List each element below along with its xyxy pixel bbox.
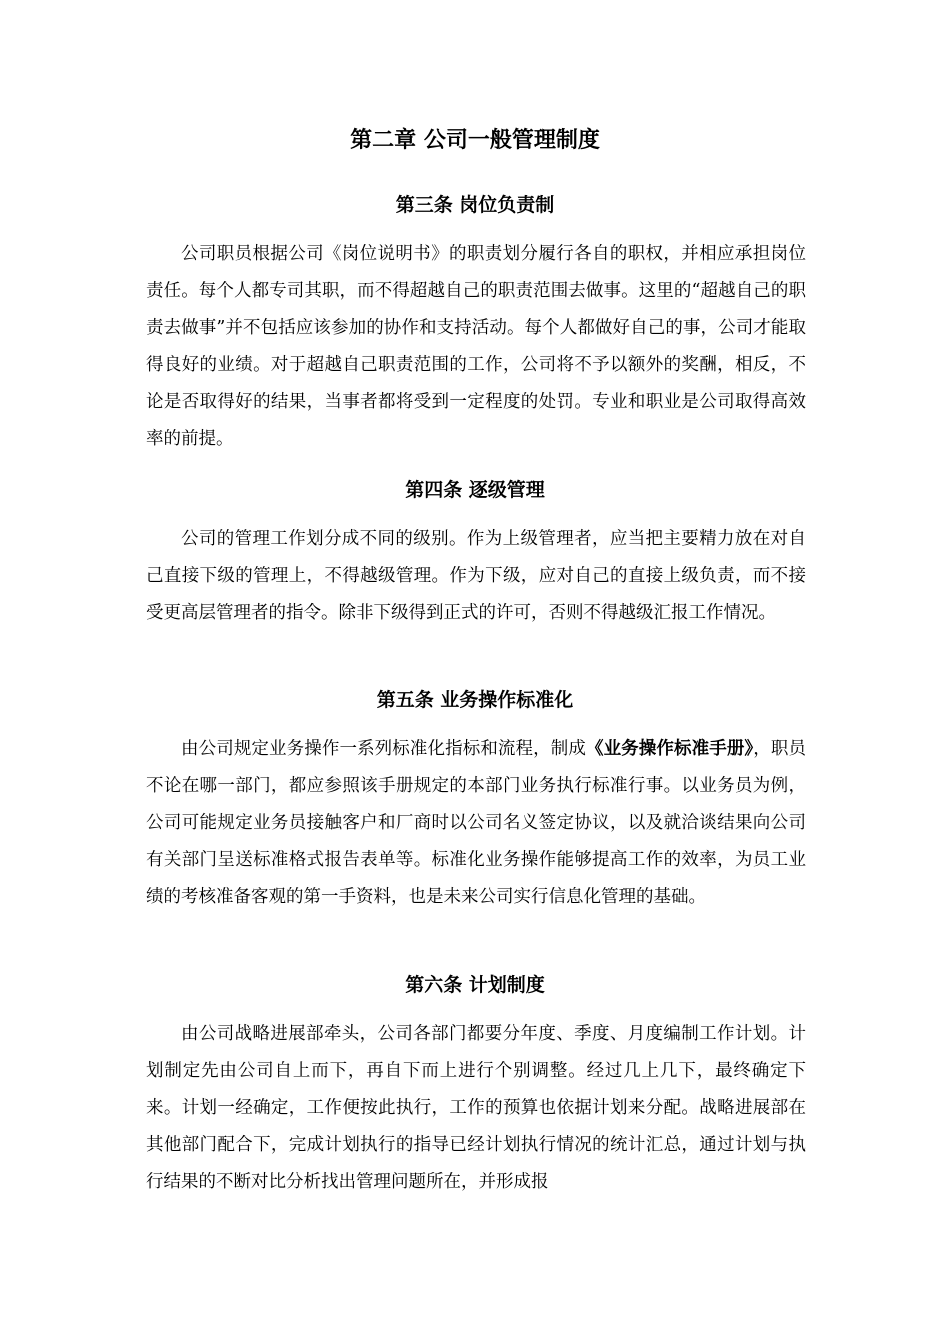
paragraph-article-5-text-after: ，职员不论在哪一部门，都应参照该手册规定的本部门业务执行标准行事。以业务员为例，公司可能规定业务员接触客户和厂商时以公司名义签定协议，以及就洽谈结果向公司有关部门呈送标准格式报告表单等。标准化业务操作能够提高工作的效率，为员工业绩的考核准备客观的第一手资料，也是未来公司实行信息化管理的基础。 <box>146 739 807 907</box>
paragraph-article-6: 由公司战略进展部牵头，公司各部门都要分年度、季度、月度编制工作计划。计划制定先由公司自上而下，再自下而上进行个别调整。经过几上几下，最终确定下来。计划一经确定，工作便按此执行，工作的预算也依据计划来分配。战略进展部在其他部门配合下，完成计划执行的指导已经计划执行情况的统计汇总，通过计划与执行结果的不断对比分析找出管理问题所在，并形成报 <box>146 1024 806 1192</box>
paragraph-article-3: 公司职员根据公司《岗位说明书》的职责划分履行各自的职权，并相应承担岗位责任。每个人都专司其职，而不得超越自己的职责范围去做事。这里的“超越自己的职责去做事”并不包括应该参加的协作和支持活动。每个人都做好自己的事，公司才能取得良好的业绩。对于超越自己职责范围的工作，公司将不予以额外的奖酬，相反，不论是否取得好的结果，当事者都将受到一定程度的处罚。专业和职业是公司取得高效率的前提。 <box>146 244 806 449</box>
paragraph-article-5 <box>146 731 806 916</box>
section-title-article-6: 第六条 计划制度 <box>405 974 545 996</box>
section-title-article-3: 第三条 岗位负责制 <box>395 194 555 216</box>
paragraph-article-4: 公司的管理工作划分成不同的级别。作为上级管理者，应当把主要精力放在对自己直接下级的管理上，不得越级管理。作为下级，应对自己的直接上级负责，而不接受更高层管理者的指令。除非下级得到正式的许可，否则不得越级汇报工作情况。 <box>146 529 806 623</box>
paragraph-article-5-text-before: 由公司规定业务操作一系列标准化指标和流程，制成 <box>181 739 586 759</box>
manual-title-emphasis: 《业务操作标准手册》 <box>585 739 754 759</box>
chapter-title: 第二章 公司一般管理制度 <box>350 128 600 153</box>
section-title-article-4: 第四条 逐级管理 <box>405 479 545 501</box>
section-title-article-5: 第五条 业务操作标准化 <box>376 689 574 711</box>
